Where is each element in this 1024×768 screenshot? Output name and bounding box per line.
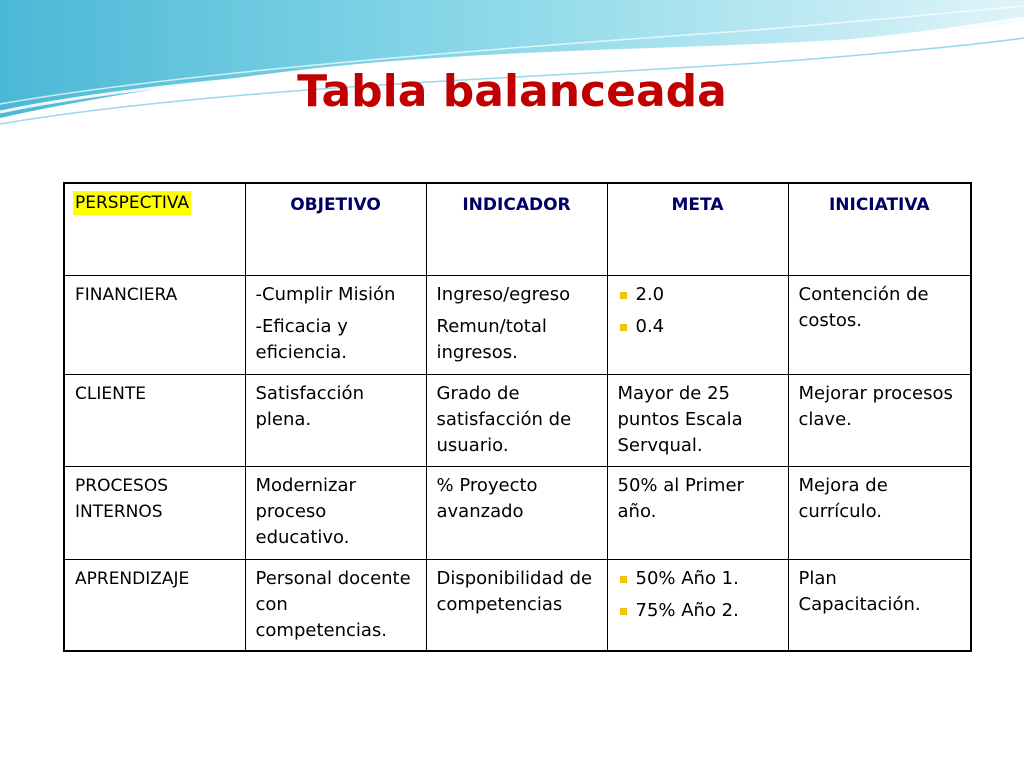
square-bullet-icon (620, 608, 627, 615)
header-perspectiva (64, 183, 245, 275)
cell-perspectiva: CLIENTE (64, 374, 245, 466)
meta-bullet-item (618, 566, 778, 592)
table-row (64, 374, 971, 466)
meta-value: 2.0 (635, 283, 665, 305)
objetivo-line: -Cumplir Misión (255, 283, 396, 305)
table-row (64, 559, 971, 651)
square-bullet-icon (620, 576, 627, 583)
cell-meta (607, 275, 788, 374)
header-row (64, 183, 971, 275)
square-bullet-icon (620, 292, 627, 299)
meta-bullet-item (618, 282, 778, 308)
meta-value: 0.4 (635, 315, 665, 337)
cell-perspectiva: APRENDIZAJE (64, 559, 245, 651)
cell-iniciativa: Mejora de currículo. (788, 466, 971, 559)
table-row (64, 275, 971, 374)
cell-indicador (426, 275, 607, 374)
cell-iniciativa: Contención de costos. (788, 275, 971, 374)
cell-meta: 50% al Primer año. (607, 466, 788, 559)
cell-perspectiva: FINANCIERA (64, 275, 245, 374)
indicador-line: Remun/total ingresos. (436, 315, 547, 363)
cell-iniciativa: Mejorar procesos clave. (788, 374, 971, 466)
cell-objetivo: Satisfacción plena. (245, 374, 426, 466)
objetivo-line: -Eficacia y eficiencia. (255, 315, 348, 363)
cell-objetivo: Modernizar proceso educativo. (245, 466, 426, 559)
header-meta: META (607, 183, 788, 275)
square-bullet-icon (620, 324, 627, 331)
header-indicador: INDICADOR (426, 183, 607, 275)
meta-value: 75% Año 2. (635, 599, 739, 621)
cell-objetivo (245, 275, 426, 374)
meta-bullet-item (618, 598, 778, 624)
balanced-scorecard-table-wrapper (63, 182, 972, 652)
slide-title: Tabla balanceada (297, 66, 727, 117)
cell-iniciativa: Plan Capacitación. (788, 559, 971, 651)
meta-bullet-item (618, 314, 778, 340)
cell-indicador: Disponibilidad de competencias (426, 559, 607, 651)
cell-meta: Mayor de 25 puntos Escala Servqual. (607, 374, 788, 466)
cell-indicador: Grado de satisfacción de usuario. (426, 374, 607, 466)
indicador-line: Ingreso/egreso (436, 283, 571, 305)
cell-indicador: % Proyecto avanzado (426, 466, 607, 559)
cell-objetivo: Personal docente con competencias. (245, 559, 426, 651)
header-objetivo: OBJETIVO (245, 183, 426, 275)
header-perspectiva-label: PERSPECTIVA (75, 193, 190, 213)
meta-value: 50% Año 1. (635, 567, 739, 589)
table-row (64, 466, 971, 559)
balanced-scorecard-table (63, 182, 972, 652)
cell-perspectiva: PROCESOS INTERNOS (64, 466, 245, 559)
cell-meta (607, 559, 788, 651)
header-iniciativa: INICIATIVA (788, 183, 971, 275)
